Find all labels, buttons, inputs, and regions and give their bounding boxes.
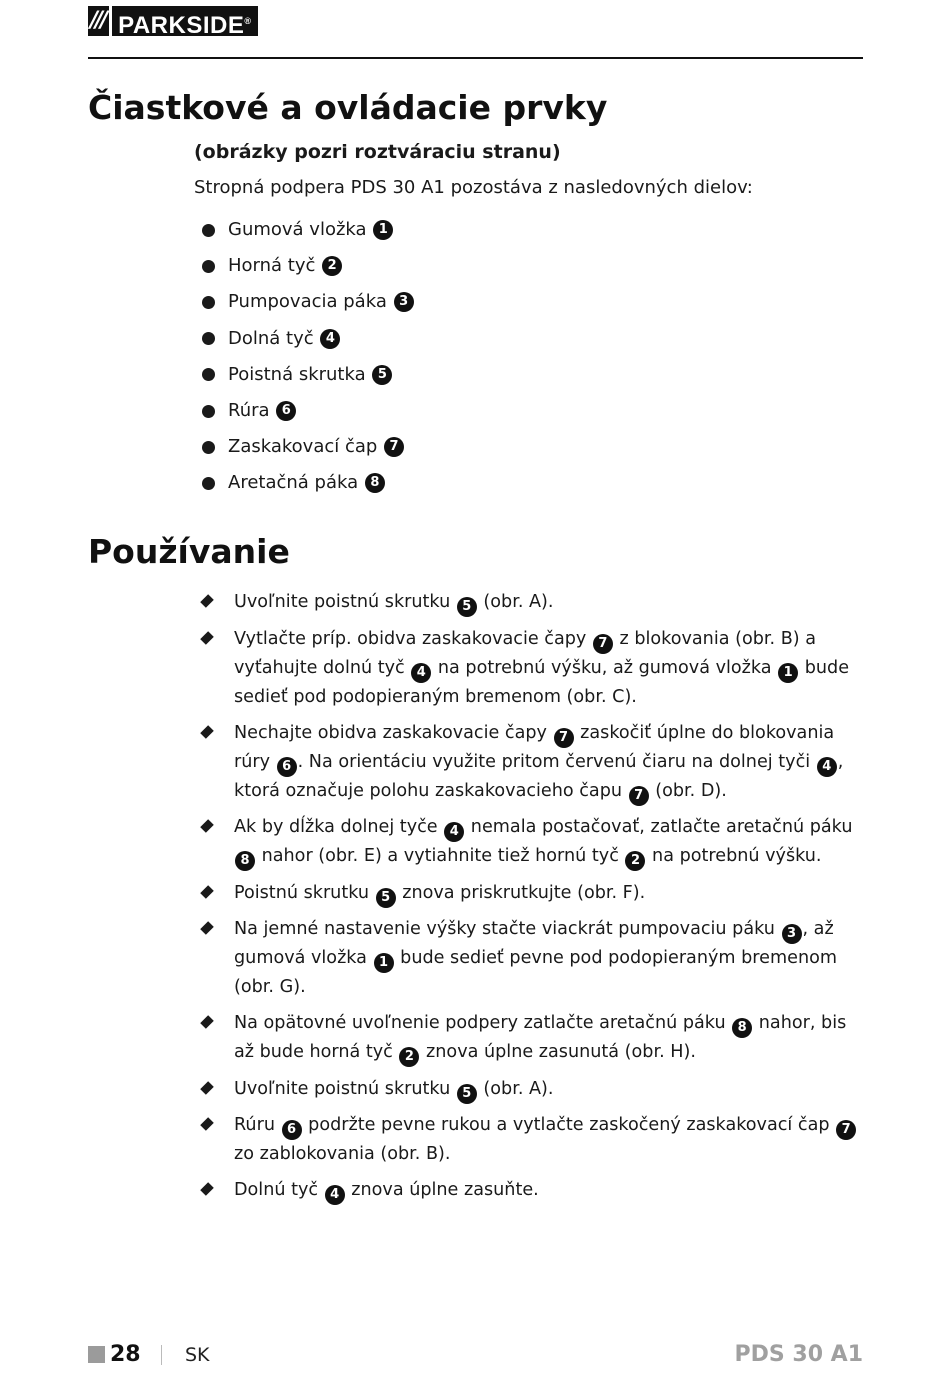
step-text: (obr. A).	[477, 592, 554, 612]
part-number-badge: 3	[394, 292, 414, 312]
usage-step	[200, 588, 862, 617]
diamond-bullet-icon	[200, 631, 214, 645]
diamond-bullet-icon	[200, 1182, 214, 1196]
logo-slashes: ///	[88, 6, 109, 36]
step-text: bude sedieť pevne pod podopieraným bremenom (obr. G).	[234, 948, 837, 997]
parts-list-item	[200, 357, 415, 393]
logo-registered-mark: ®	[244, 16, 252, 26]
part-number-badge: 5	[376, 888, 396, 908]
usage-step	[200, 625, 862, 712]
part-name: Dolná tyč	[228, 327, 314, 349]
step-text: bude sedieť pod podopieraným bremenom (obr. C).	[234, 657, 850, 707]
diamond-bullet-icon	[200, 921, 214, 935]
step-text: znova úplne zasuňte.	[345, 1180, 539, 1200]
parts-list	[200, 212, 415, 502]
part-number-badge: 7	[836, 1120, 856, 1140]
part-number-badge: 7	[629, 786, 649, 806]
step-text: zo zablokovania (obr. B).	[234, 1144, 451, 1164]
header-rule	[88, 57, 863, 59]
bullet-dot-icon	[202, 441, 215, 454]
part-number-badge: 8	[365, 473, 385, 493]
part-number-badge: 4	[325, 1185, 345, 1205]
usage-heading: Používanie	[88, 532, 290, 571]
usage-step	[200, 719, 862, 806]
part-number-badge: 8	[732, 1018, 752, 1038]
step-text: Na jemné nastavenie výšky stačte viackrát pumpovaciu páku	[234, 919, 781, 939]
part-name: Pumpovacia páka	[228, 291, 387, 313]
parts-list-item	[200, 393, 415, 429]
part-number-badge: 6	[282, 1120, 302, 1140]
bullet-dot-icon	[202, 405, 215, 418]
step-text: (obr. D).	[649, 780, 727, 801]
part-number-badge: 4	[444, 822, 464, 842]
part-number-badge: 4	[411, 663, 431, 683]
step-text: z blokovania (obr. B) a vyťahujte dolnú tyč	[234, 628, 817, 678]
step-text: , až gumová vložka	[234, 919, 834, 968]
step-text: na potrebnú výšku, až gumová vložka	[432, 657, 778, 678]
step-text: . Na orientáciu využite pritom červenú čiaru na dolnej tyči	[297, 751, 816, 772]
usage-step	[200, 1009, 862, 1067]
bullet-dot-icon	[202, 296, 215, 309]
step-text: Ak by dĺžka dolnej tyče	[234, 817, 444, 837]
bullet-dot-icon	[202, 260, 215, 273]
parts-subtitle: (obrázky pozri roztváraciu stranu)	[194, 141, 561, 163]
bullet-dot-icon	[202, 332, 215, 345]
part-number-badge: 6	[276, 401, 296, 421]
part-name: Aretačná páka	[228, 472, 359, 494]
step-text: znova úplne zasunutá (obr. H).	[420, 1042, 696, 1062]
step-text: Uvoľnite poistnú skrutku	[234, 1078, 456, 1099]
step-text: znova priskrutkujte (obr. F).	[396, 882, 646, 903]
part-number-badge: 8	[235, 851, 255, 871]
usage-step	[200, 879, 862, 908]
step-text: na potrebnú výšku.	[646, 846, 822, 866]
parkside-logo	[88, 6, 258, 39]
usage-step	[200, 1111, 862, 1169]
usage-step	[200, 915, 862, 1002]
part-number-badge: 4	[320, 329, 340, 349]
step-text: Uvoľnite poistnú skrutku	[234, 592, 456, 612]
parts-list-item	[200, 465, 415, 501]
parts-intro: Stropná podpera PDS 30 A1 pozostáva z nasledovných dielov:	[194, 177, 753, 198]
part-number-badge: 7	[554, 728, 574, 748]
page-number: 28	[110, 1342, 141, 1367]
part-number-badge: 3	[782, 924, 802, 944]
step-text: Vytlačte príp. obidva zaskakovacie čapy	[234, 628, 592, 649]
step-text: podržte pevne rukou a vytlačte zaskočený zaskakovací čap	[302, 1115, 836, 1135]
usage-steps-list	[200, 588, 862, 1213]
step-text: Nechajte obidva zaskakovacie čapy	[234, 722, 553, 743]
step-text: Dolnú tyč	[234, 1180, 324, 1200]
footer-square-icon	[88, 1346, 105, 1363]
step-text: nemala postačovať, zatlačte aretačnú páku	[465, 817, 853, 837]
logo-wordmark	[112, 6, 257, 39]
part-number-badge: 5	[372, 365, 392, 385]
parts-list-item	[200, 284, 415, 320]
step-text: , ktorá označuje polohu zaskakovacieho čapu	[234, 751, 844, 801]
step-text: nahor, bis až bude horná tyč	[234, 1013, 847, 1062]
parts-list-item	[200, 429, 415, 465]
parts-list-item	[200, 321, 415, 357]
step-text: Na opätovné uvoľnenie podpery zatlačte aretačnú páku	[234, 1013, 732, 1033]
usage-step	[200, 813, 862, 871]
part-number-badge: 1	[374, 953, 394, 973]
diamond-bullet-icon	[200, 1081, 214, 1095]
parts-heading: Čiastkové a ovládacie prvky	[88, 88, 608, 127]
part-number-badge: 6	[277, 757, 297, 777]
part-number-badge: 1	[778, 663, 798, 683]
bullet-dot-icon	[202, 368, 215, 381]
language-code: SK	[185, 1344, 210, 1366]
parts-list-item	[200, 212, 415, 248]
usage-step	[200, 1176, 862, 1205]
diamond-bullet-icon	[200, 1117, 214, 1131]
usage-step	[200, 1075, 862, 1104]
step-text: nahor (obr. E) a vytiahnite tiež hornú tyč	[256, 846, 625, 866]
part-name: Horná tyč	[228, 255, 316, 277]
diamond-bullet-icon	[200, 594, 214, 608]
part-number-badge: 5	[457, 1084, 477, 1104]
diamond-bullet-icon	[200, 885, 214, 899]
part-number-badge: 2	[399, 1047, 419, 1067]
part-name: Gumová vložka	[228, 219, 367, 241]
logo-text: PARKSIDE	[118, 12, 245, 39]
part-name: Zaskakovací čap	[228, 436, 378, 458]
part-number-badge: 4	[817, 757, 837, 777]
step-text: zaskočiť úplne do blokovania rúry	[234, 722, 835, 772]
part-number-badge: 7	[384, 437, 404, 457]
diamond-bullet-icon	[200, 725, 214, 739]
part-number-badge: 1	[373, 220, 393, 240]
diamond-bullet-icon	[200, 1015, 214, 1029]
part-name: Rúra	[228, 400, 270, 422]
page-footer	[88, 1340, 863, 1370]
part-number-badge: 7	[593, 634, 613, 654]
bullet-dot-icon	[202, 224, 215, 237]
step-text: Rúru	[234, 1115, 281, 1135]
step-text: Poistnú skrutku	[234, 882, 375, 903]
part-number-badge: 5	[457, 597, 477, 617]
step-text: (obr. A).	[477, 1078, 554, 1099]
parts-list-item	[200, 248, 415, 284]
bullet-dot-icon	[202, 477, 215, 490]
model-number: PDS 30 A1	[734, 1342, 863, 1367]
footer-divider	[161, 1345, 162, 1365]
part-name: Poistná skrutka	[228, 363, 366, 385]
diamond-bullet-icon	[200, 819, 214, 833]
part-number-badge: 2	[322, 256, 342, 276]
part-number-badge: 2	[625, 851, 645, 871]
